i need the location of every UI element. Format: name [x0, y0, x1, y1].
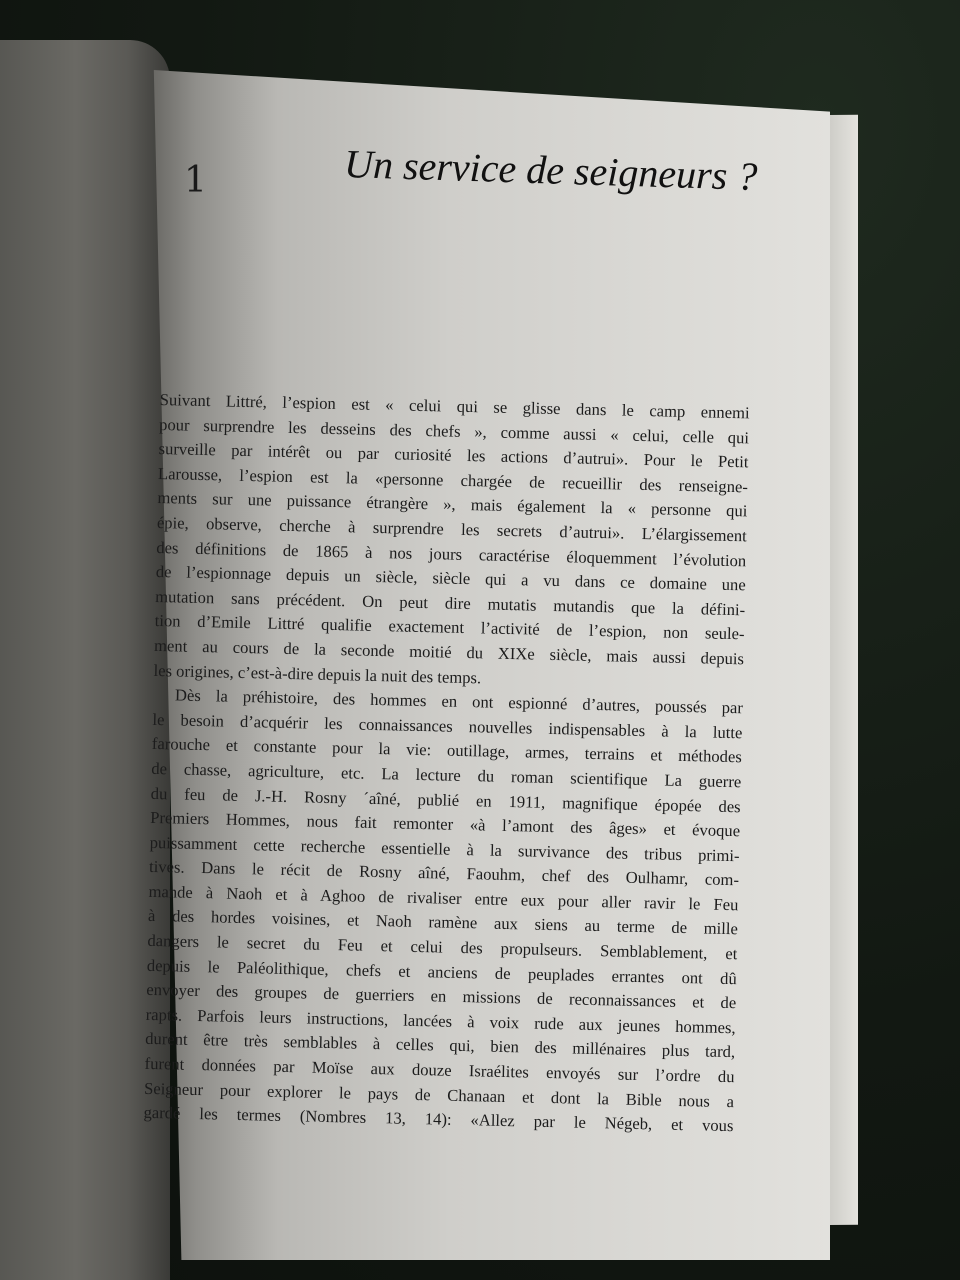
text-line: les origines, c’est-à-dire depuis la nuit des temps.: [153, 660, 482, 687]
chapter-title: Un service de seigneurs ?: [343, 140, 758, 199]
text-line: Seigneur pour explorer le pays de Chanaan et dont la Bible nous a: [143, 1078, 735, 1111]
text-line: mande à Naoh et à Aghoo de rivaliser entre eux pour aller ravir le Feu: [148, 881, 739, 915]
text-line: épie, observe, cherche à surprendre les secrets d’autrui». L’élargissement: [156, 512, 748, 546]
text-line: du feu de J.-H. Rosny ´aîné, publié en 1911, magnifique épopée des: [150, 783, 741, 816]
text-line: pour surprendre les desseins des chefs », comme aussi « celui, celle qui: [158, 414, 750, 447]
text-line: durent être très semblables à celles qui, bien des millénaires plus tard,: [145, 1029, 736, 1062]
text-line: de chasse, agriculture, etc. La lecture du roman scientifique La guerre: [151, 758, 742, 792]
text-line: des définitions de 1865 à nos jours caractérise éloquemment l’évolution: [156, 537, 747, 570]
text-line: Dès la préhistoire, des hommes en ont espionné d’autres, poussés par: [174, 685, 744, 718]
text-line: depuis le Paléolithique, chefs et anciens de peuplades errantes ont dû: [146, 955, 737, 988]
body-text: [143, 388, 750, 1139]
text-line: Premiers Hommes, nous fait remonter «à l’amont des âges» et évoque: [150, 807, 741, 841]
text-line: Suivant Littré, l’espion est « celui qui se glisse dans le camp ennemi: [159, 389, 750, 423]
text-line: tion d’Emile Littré qualifie exactement l’activité de l’espion, non seule-: [154, 611, 745, 644]
text-line: envoyer des groupes de guerriers en missions de reconnaissances et de: [146, 980, 737, 1013]
chapter-number: 1: [184, 160, 207, 201]
text-line: rapts. Parfois leurs instructions, lancées à voix rude aux jeunes hommes,: [145, 1004, 736, 1038]
text-line: puissamment cette recherche essentielle à la survivance des tribus primi-: [149, 832, 740, 865]
text-line: de l’espionnage depuis un siècle, siècle qui a vu dans ce domaine une: [155, 562, 746, 595]
text-line: mutation sans précédent. On peut dire mutatis mutandis que la défini-: [155, 586, 746, 620]
text-line: furent données par Moïse aux douze Israélites envoyés sur l’ordre du: [144, 1053, 735, 1087]
text-line: à des hordes voisines, et Naoh ramène aux siens au terme de mille: [147, 906, 739, 939]
text-line: ment au cours de la seconde moitié du XIXe siècle, mais aussi depuis: [153, 635, 745, 669]
text-line: le besoin d’acquérir les connaissances nouvelles indispensables à la lutte: [152, 709, 743, 743]
text-line: surveille par intérêt ou par curiosité les actions d’autrui». Pour le Petit: [158, 439, 749, 472]
text-line: dangers le secret du Feu et celui des propulseurs. Semblablement, et: [147, 930, 738, 964]
text-line: gardé les termes (Nombres 13, 14): «Allez par le Négeb, et vous: [143, 1103, 734, 1136]
text-line: ments sur une puissance étrangère », mais également la « personne qui: [157, 488, 748, 521]
text-line: Larousse, l’espion est la «personne chargée de recueillir des renseigne-: [157, 463, 749, 497]
text-line: farouche et constante pour la vie: outillage, armes, terrains et méthodes: [151, 734, 742, 767]
text-line: tives. Dans le récit de Rosny aîné, Faouhm, chef des Oulhamr, com-: [148, 857, 740, 890]
